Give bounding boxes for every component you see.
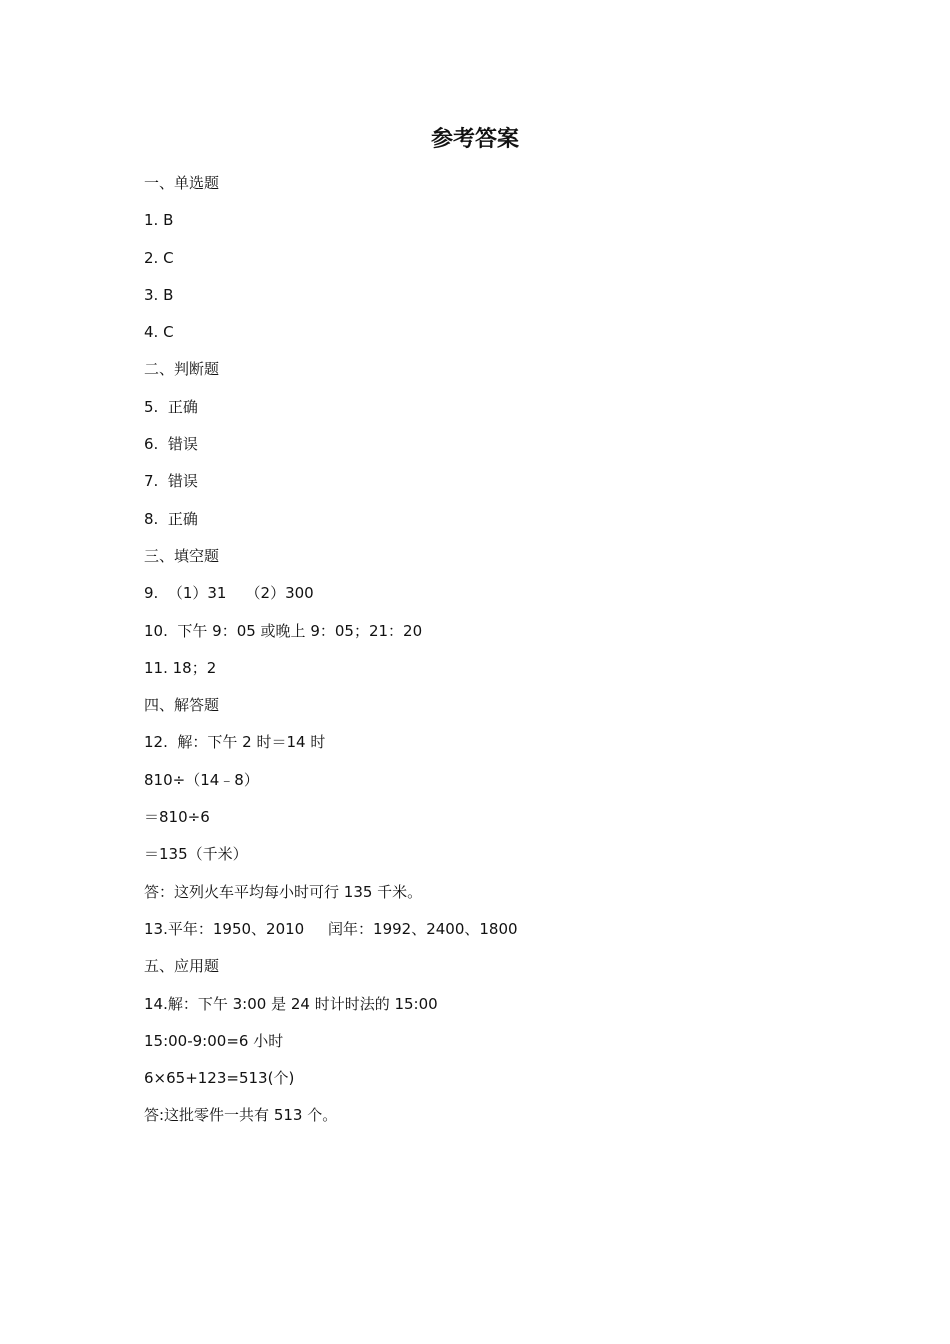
- answer-line-14-conclusion: 答:这批零件一共有 513 个。: [144, 1106, 338, 1125]
- section-heading-application: 五、应用题: [144, 957, 220, 976]
- page-title: 参考答案: [430, 127, 519, 152]
- answer-line-14-step-2: 6×65+123=513(个): [144, 1069, 295, 1088]
- answer-line-3: 3. B: [144, 285, 174, 304]
- answer-line-14-step-1: 15:00-9:00=6 小时: [144, 1031, 284, 1050]
- section-heading-single-choice: 一、单选题: [144, 174, 220, 192]
- answer-line-4: 4. C: [144, 323, 174, 342]
- answer-line-11: 11. 18；2: [144, 658, 217, 677]
- answer-line-12-step-1: 810÷（14﹣8）: [144, 770, 259, 789]
- answer-line-10: 10. 下午 9：05 或晚上 9：05；21：20: [144, 621, 423, 640]
- answer-line-7: 7. 错误: [144, 472, 198, 491]
- section-heading-fill-blank: 三、填空题: [144, 546, 220, 565]
- answer-line-6: 6. 错误: [144, 435, 198, 454]
- answer-line-12-step-2: ＝810÷6: [144, 808, 210, 827]
- answer-line-9: 9. （1）31 （2）300: [144, 584, 314, 603]
- answer-line-14: 14.解：下午 3:00 是 24 时计时法的 15:00: [144, 994, 438, 1013]
- answer-line-2: 2. C: [144, 248, 174, 267]
- section-heading-solve: 四、解答题: [144, 696, 220, 715]
- answer-line-8: 8. 正确: [144, 509, 198, 528]
- section-heading-true-false: 二、判断题: [144, 360, 220, 379]
- answer-line-1: 1. B: [144, 211, 174, 230]
- answer-line-12-conclusion: 答：这列火车平均每小时可行 135 千米。: [144, 882, 423, 901]
- answer-list: [144, 172, 844, 1142]
- answer-line-12: 12. 解：下午 2 时＝14 时: [144, 733, 326, 752]
- answer-line-5: 5. 正确: [144, 397, 198, 416]
- answer-line-13: 13.平年：1950、2010 闰年：1992、2400、1800: [144, 919, 518, 938]
- answer-line-12-step-3: ＝135（千米）: [144, 845, 248, 864]
